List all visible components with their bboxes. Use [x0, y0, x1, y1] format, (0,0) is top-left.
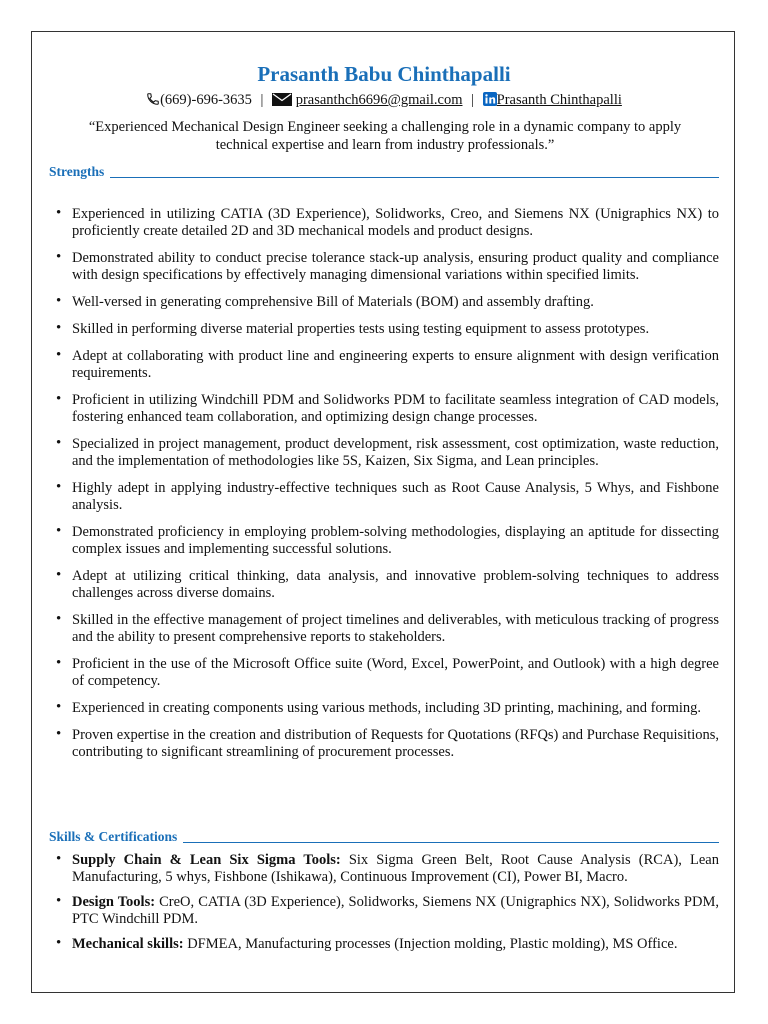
list-item: • Proficient in utilizing Windchill PDM and Solidworks PDM to facilitate seamless integration of CAD models, fostering enhanced team collaboration, and optimizing design change processes.	[56, 392, 719, 426]
candidate-name: Prasanth Babu Chinthapalli	[257, 62, 511, 86]
linkedin-link[interactable]: Prasanth Chinthapalli	[496, 92, 622, 108]
list-item: • Skilled in performing diverse material properties tests using testing equipment to assess prototypes.	[56, 321, 719, 338]
skill-category: Mechanical skills:	[72, 936, 184, 952]
email-icon	[272, 93, 292, 111]
list-item	[56, 852, 719, 886]
contact-line	[0, 92, 768, 111]
skill-category: Supply Chain & Lean Six Sigma Tools:	[72, 852, 341, 868]
separator: |	[260, 92, 264, 108]
objective-statement: “Experienced Mechanical Design Engineer seeking a challenging role in a dynamic company to apply technical expertise and learn from industry professionals.”	[88, 119, 682, 153]
list-item: • Demonstrated ability to conduct precise tolerance stack-up analysis, ensuring product quality and compliance with design specifications by effectively managing dimensional variations within specified limits.	[56, 250, 719, 284]
skill-details: Six Sigma Green Belt, Root Cause Analysis (RCA), Lean Manufacturing, 5 whys, Fishbone (Ishikawa), Continuous Improvement (CI), Power BI, Macro.	[72, 852, 719, 885]
skills-title: Skills & Certifications	[49, 829, 178, 844]
phone-number: (669)-696-3635	[160, 92, 252, 108]
list-item: • Experienced in utilizing CATIA (3D Experience), Solidworks, Creo, and Siemens NX (Unigraphics NX) to proficiently create detailed 2D and 3D mechanical models and product designs.	[56, 206, 719, 240]
list-item: • Demonstrated proficiency in employing problem-solving methodologies, displaying an aptitude for dissecting complex issues and implementing successful solutions.	[56, 524, 719, 558]
list-item: • Proven expertise in the creation and distribution of Requests for Quotations (RFQs) and Purchase Requisitions, contributing to significant streamlining of procurement processes.	[56, 727, 719, 761]
separator: |	[471, 92, 475, 108]
section-rule	[183, 842, 719, 843]
email-link[interactable]: prasanthch6696@gmail.com	[295, 92, 463, 108]
list-item: • Skilled in the effective management of project timelines and deliverables, with meticulous tracking of progress and the ability to present comprehensive reports to stakeholders.	[56, 612, 719, 646]
list-item: • Specialized in project management, product development, risk assessment, cost optimization, waste reduction, and the implementation of methodologies like 5S, Kaizen, Six Sigma, and Lean principles.	[56, 436, 719, 470]
list-item: • Adept at collaborating with product line and engineering experts to ensure alignment with design verification requirements.	[56, 348, 719, 382]
list-item: • Highly adept in applying industry-effective techniques such as Root Cause Analysis, 5 Whys, and Fishbone analysis.	[56, 480, 719, 514]
list-item	[56, 894, 719, 928]
strengths-heading	[49, 164, 719, 180]
skills-list	[56, 852, 719, 961]
list-item: • Experienced in creating components using various methods, including 3D printing, machining, and forming.	[56, 700, 719, 717]
strengths-list	[56, 206, 719, 771]
skill-details: DFMEA, Manufacturing processes (Injection molding, Plastic molding), MS Office.	[183, 936, 678, 952]
phone-icon	[146, 92, 160, 111]
list-item: • Well-versed in generating comprehensive Bill of Materials (BOM) and assembly drafting.	[56, 294, 719, 311]
skill-category: Design Tools:	[72, 894, 156, 910]
skills-heading	[49, 829, 719, 845]
linkedin-icon	[483, 92, 497, 111]
list-item: • Proficient in the use of the Microsoft Office suite (Word, Excel, PowerPoint, and Outlook) with a high degree of competency.	[56, 656, 719, 690]
skill-details: CreO, CATIA (3D Experience), Solidworks, Siemens NX (Unigraphics NX), Solidworks PDM, PTC Windchill PDM.	[72, 894, 719, 927]
strengths-title: Strengths	[49, 164, 105, 179]
list-item	[56, 936, 719, 953]
section-rule	[110, 177, 719, 178]
list-item: • Adept at utilizing critical thinking, data analysis, and innovative problem-solving techniques to address challenges across diverse domains.	[56, 568, 719, 602]
